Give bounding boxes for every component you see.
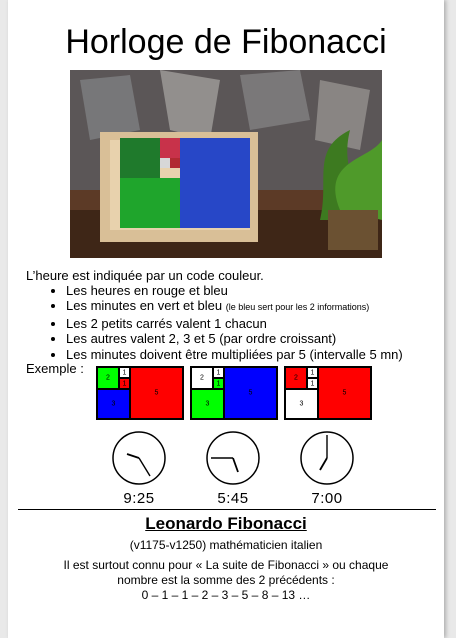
time-label-1: 9:25 [123,490,155,507]
rule-item [66,298,403,315]
square-1b [119,378,130,389]
rule-text: Les minutes en vert et bleu [66,298,226,314]
document-page [8,0,444,638]
square-3 [285,389,318,419]
time-label-3: 7:00 [311,490,343,507]
rules-list [48,283,403,362]
square-1a [307,367,318,378]
rule-text: Les autres valent 2, 3 et 5 (par ordre croissant) [66,331,337,347]
square-3 [97,389,130,419]
description-line-2: nombre est la somme des 2 précédents : [117,572,335,587]
square-1b [213,378,224,389]
time-label-2: 5:45 [217,490,249,507]
square-1a [119,367,130,378]
person-description [8,558,444,587]
example-label: Exemple : [26,361,84,376]
square-2 [191,367,213,389]
rule-text: Les minutes doivent être multipliées par 5 (intervalle 5 mn) [66,346,403,362]
square-label: 2 [294,374,298,382]
square-label: 1 [310,380,315,387]
square-label: 5 [342,389,347,397]
page-title: Horloge de Fibonacci [65,23,387,61]
intro-text: L’heure est indiquée par un code couleur. [26,268,264,283]
analog-clock-3 [299,430,355,486]
fibonacci-clock-example-2 [190,366,278,420]
fibonacci-clock-example-3 [284,366,372,420]
fibonacci-sequence: 0 – 1 – 1 – 2 – 3 – 5 – 8 – 13 … [141,588,311,602]
square-1a [213,367,224,378]
analog-clock-1 [111,430,167,486]
divider [18,509,436,510]
square-label: 5 [154,389,159,397]
rule-item [66,316,403,331]
rule-text: Les 2 petits carrés valent 1 chacun [66,315,267,331]
rule-item [66,331,403,346]
clock-photo-illustration [70,70,382,258]
square-5 [130,367,183,419]
square-3 [191,389,224,419]
rule-item [66,347,403,362]
square-1b [307,378,318,389]
square-label: 1 [216,369,221,376]
person-name: Leonardo Fibonacci [145,514,307,533]
square-label: 1 [122,369,127,376]
description-line-1: Il est surtout connu pour « La suite de Fibonacci » ou chaque [63,558,389,572]
square-label: 3 [205,400,210,408]
square-label: 1 [122,380,127,387]
square-5 [224,367,277,419]
person-dates: (v1175-v1250) mathématicien italien [129,538,323,552]
rule-text: Les heures en rouge et bleu [66,283,228,298]
square-label: 2 [106,374,110,382]
square-2 [285,367,307,389]
rule-note: (le bleu sert pour les 2 informations) [225,302,370,313]
square-label: 1 [310,369,315,376]
square-label: 3 [111,400,116,408]
square-label: 2 [200,374,204,382]
fibonacci-clock-example-1 [96,366,184,420]
square-2 [97,367,119,389]
square-label: 5 [248,389,253,397]
square-5 [318,367,371,419]
square-label: 3 [299,400,304,408]
rule-item [66,283,403,298]
clock-photo [70,70,382,258]
analog-clock-2 [205,430,261,486]
square-label: 1 [216,380,221,387]
